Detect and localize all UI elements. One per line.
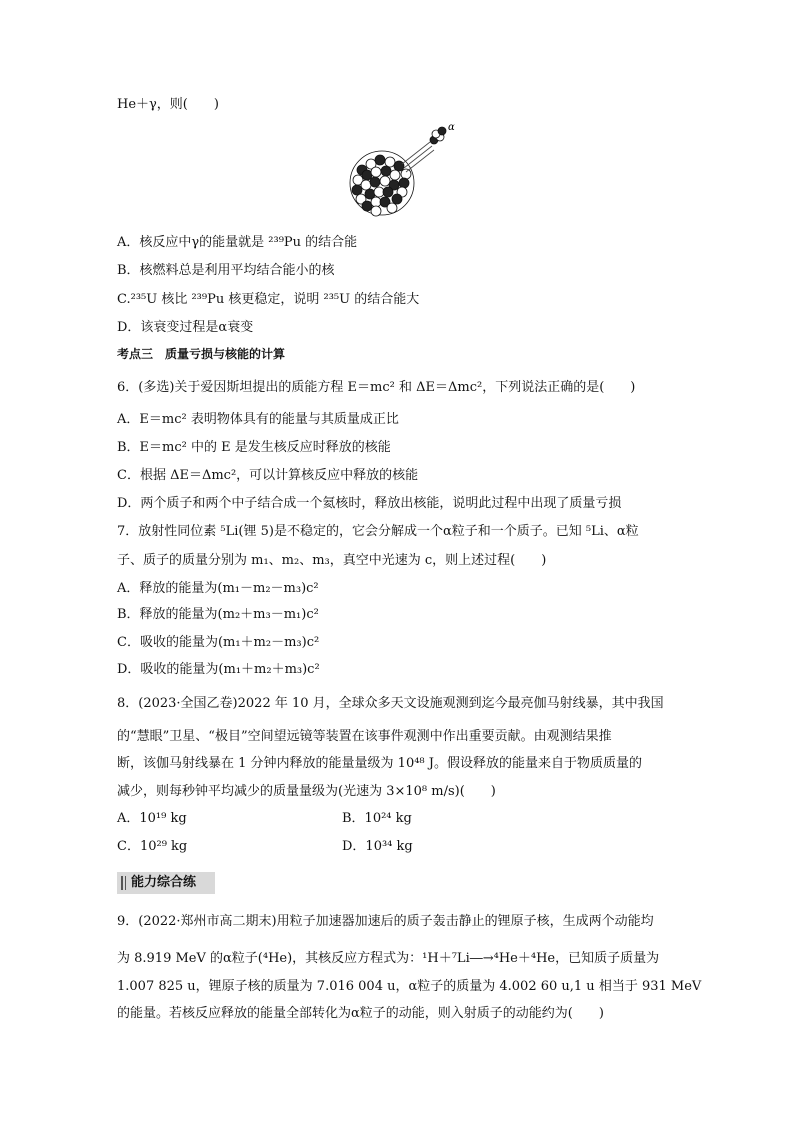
question-7-stem-2: 子、质子的质量分别为 m₁、m₂、m₃，真空中光速为 c，则上述过程( ) — [117, 553, 547, 568]
question-8-stem-3: 断，该伽马射线暴在 1 分钟内释放的能量量级为 10⁴⁸ J。假设释放的能量来自于物质质量的 — [117, 756, 642, 771]
question-9-stem-4: 的能量。若核反应释放的能量全部转化为α粒子的动能，则入射质子的动能约为( ) — [117, 1006, 604, 1021]
q5-option-a: A．核反应中γ的能量就是 ²³⁹Pu 的结合能 — [117, 235, 358, 250]
question-5-stem-end: He＋γ，则( ) — [117, 97, 219, 112]
question-8-stem-4: 减少，则每秒钟平均减少的质量量级为(光速为 3×10⁸ m/s)( ) — [117, 784, 496, 799]
question-7-stem-1: 7．放射性同位素 ⁵Li(锂 5)是不稳定的，它会分解成一个α粒子和一个质子。已知 ⁵Li、α粒 — [117, 524, 639, 539]
question-9-stem-2: 为 8.919 MeV 的α粒子(⁴He)，其核反应方程式为：¹H＋⁷Li―→⁴He＋⁴He，已知质子质量为 — [117, 951, 660, 966]
q6-option-a: A．E＝mc² 表明物体具有的能量与其质量成正比 — [117, 412, 399, 427]
q6-option-d: D．两个质子和两个中子结合成一个氦核时，释放出核能，说明此过程中出现了质量亏损 — [117, 496, 622, 511]
alpha-decay-figure — [340, 120, 460, 225]
q6-option-b: B．E＝mc² 中的 E 是发生核反应时释放的核能 — [117, 440, 391, 455]
question-6-stem: 6．(多选)关于爱因斯坦提出的质能方程 E＝mc² 和 ΔE＝Δmc²，下列说法正确的是( ) — [117, 380, 636, 395]
alpha-particle — [430, 127, 446, 144]
q8-option-b: B．10²⁴ kg — [342, 811, 412, 826]
q8-option-d: D．10³⁴ kg — [342, 839, 413, 854]
q7-option-c: C．吸收的能量为(m₁＋m₂－m₃)c² — [117, 635, 320, 650]
q5-option-c: C.²³⁵U 核比 ²³⁹Pu 核更稳定，说明 ²³⁵U 的结合能大 — [117, 292, 420, 307]
question-8-stem-2: 的“慧眼”卫星、“极目”空间望远镜等装置在该事件观测中作出重要贡献。由观测结果推 — [117, 729, 612, 744]
alpha-label: α — [448, 122, 455, 133]
question-9-stem-1: 9．(2022·郑州市高二期末)用粒子加速器加速后的质子轰击静止的锂原子核，生成两个动能均 — [117, 914, 654, 929]
question-9-stem-3: 1.007 825 u，锂原子核的质量为 7.016 004 u，α粒子的质量为 4.002 60 u,1 u 相当于 931 MeV — [117, 979, 702, 994]
q5-option-d: D．该衰变过程是α衰变 — [117, 320, 254, 335]
section-badge: 能力综合练 — [117, 872, 215, 894]
section-heading: 考点三 质量亏损与核能的计算 — [117, 347, 286, 361]
q8-option-c: C．10²⁹ kg — [117, 839, 188, 854]
q7-option-a: A．释放的能量为(m₁－m₂－m₃)c² — [117, 581, 319, 596]
q7-option-b: B．释放的能量为(m₂＋m₃－m₁)c² — [117, 607, 319, 622]
q7-option-d: D．吸收的能量为(m₁＋m₂＋m₃)c² — [117, 662, 320, 677]
question-8-stem-1: 8．(2023·全国乙卷)2022 年 10 月，全球众多天文设施观测到迄今最亮伽马射线暴，其中我国 — [117, 696, 664, 711]
q5-option-b: B．核燃料总是利用平均结合能小的核 — [117, 263, 335, 278]
q8-option-a: A．10¹⁹ kg — [117, 811, 187, 826]
nucleus — [350, 151, 414, 216]
q6-option-c: C．根据 ΔE＝Δmc²，可以计算核反应中释放的核能 — [117, 468, 419, 483]
